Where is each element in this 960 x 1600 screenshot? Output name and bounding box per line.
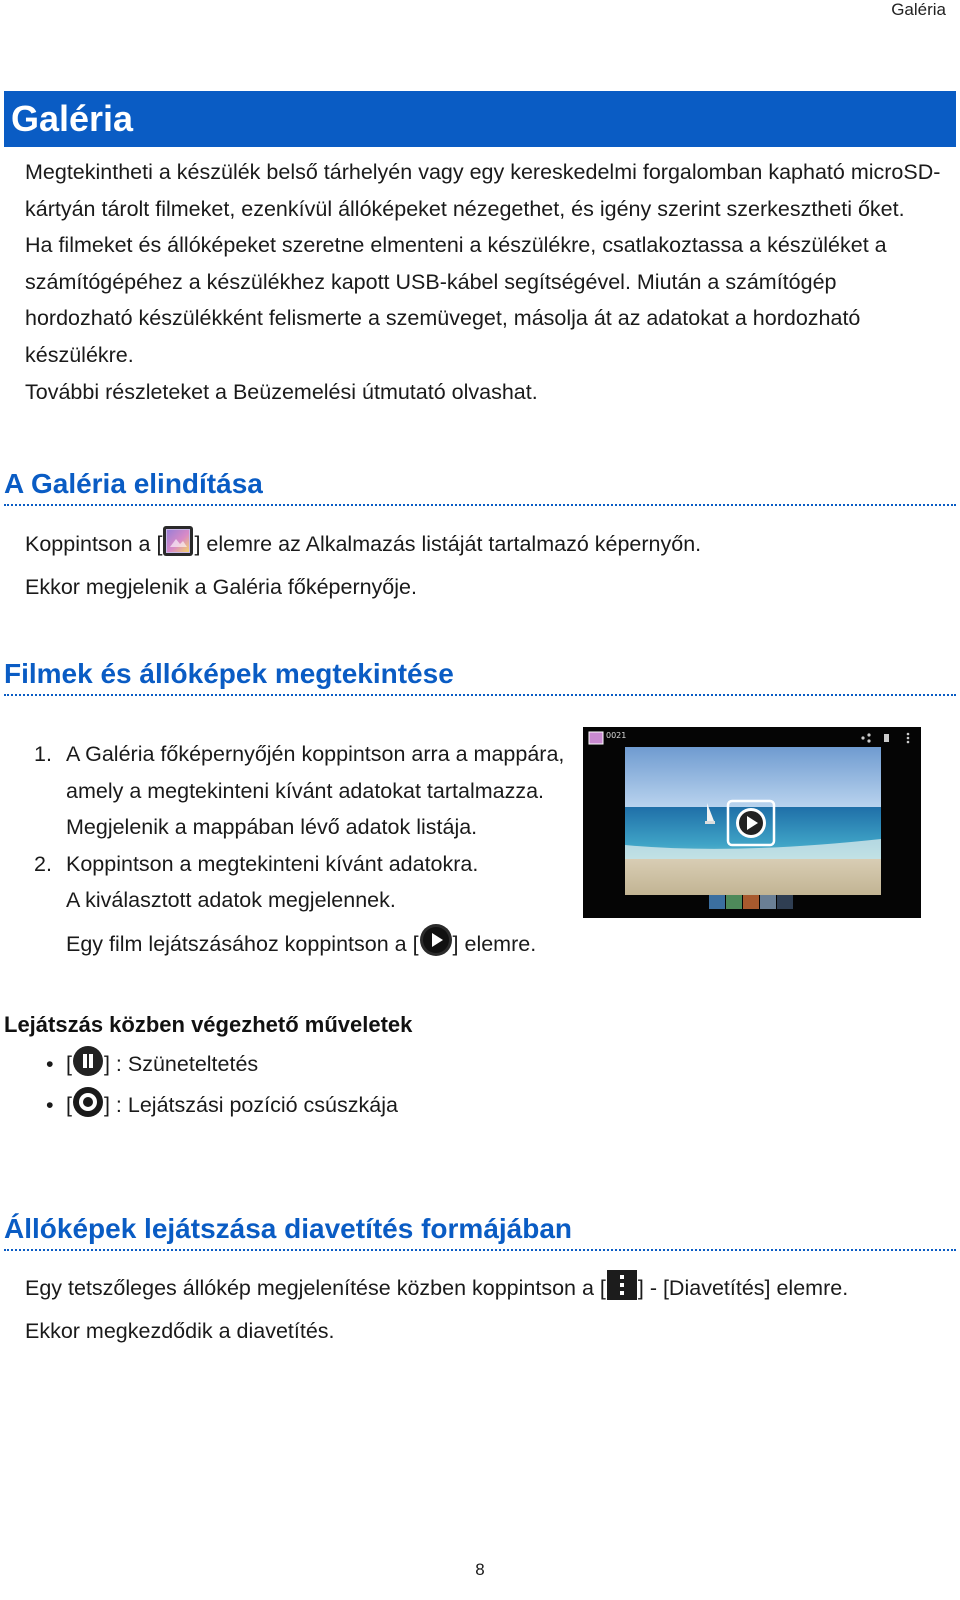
op-label: ] : Szüneteltetés	[103, 1052, 259, 1076]
step-text: Koppintson a megtekinteni kívánt adatokra.	[66, 851, 479, 876]
launch-line-1	[25, 525, 945, 569]
slideshow-text	[25, 1269, 945, 1349]
section-heading-launch: A Galéria elindítása	[4, 468, 956, 506]
intro-line-2: Ha filmeket és állóképeket szeretne elmenteni a készülékre, csatlakoztassa a készüléket a számítógépéhez a készülékhez kapott USB-kábel segítségével. Miután a számítógép hordozható készülékként felismerte a szemüveget, másolja át az adatokat a hordozható készülékre.	[25, 233, 887, 367]
list-item	[34, 736, 594, 846]
step-play-line	[66, 923, 594, 969]
screenshot-counter: 0021	[606, 731, 627, 740]
step-text: A Galéria főképernyőjén koppintson arra a mappára, amely a megtekinteni kívánt adatokat tartalmazza.	[66, 742, 565, 803]
step-note: A kiválasztott adatok megjelennek.	[66, 888, 396, 913]
slider-knob-icon	[72, 1086, 104, 1132]
bullet: •	[46, 1052, 54, 1076]
launch-text	[25, 525, 945, 605]
op-open-bracket: [	[66, 1052, 72, 1076]
running-header: Galéria	[891, 0, 946, 19]
slideshow-text-before: Egy tetszőleges állókép megjelenítése közben koppintson a [	[25, 1276, 606, 1300]
operations-heading: Lejátszás közben végezhető műveletek	[4, 1012, 413, 1037]
launch-text-after: ] elemre az Alkalmazás listáját tartalmazó képernyőn.	[194, 532, 702, 556]
play-icon	[419, 923, 453, 969]
intro-line-1: Megtekintheti a készülék belső tárhelyén vagy egy kereskedelmi forgalomban kapható microSD-kártyán tárolt filmeket, ezenkívül állóképeket nézegethet, és igény szerint szerkesztheti őket.	[25, 160, 941, 221]
step-note: Megjelenik a mappában lévő adatok listája.	[66, 815, 478, 840]
step-number: 2.	[34, 851, 52, 876]
section-heading-slideshow: Állóképek lejátszása diavetítés formájában	[4, 1213, 956, 1251]
title-bar	[4, 91, 956, 147]
intro-text	[25, 154, 945, 410]
list-item	[46, 1044, 398, 1085]
play-text-before: Egy film lejátszásához koppintson a [	[66, 931, 419, 956]
intro-line-3: További részleteket a Beüzemelési útmutató olvashat.	[25, 379, 538, 404]
slideshow-line-2: Ekkor megkezdődik a diavetítés.	[25, 1318, 335, 1343]
list-item	[34, 846, 594, 969]
list-item	[46, 1085, 398, 1126]
menu-icon	[606, 1269, 638, 1313]
gallery-app-icon	[162, 525, 194, 569]
steps-list	[34, 736, 594, 969]
launch-line-2: Ekkor megjelenik a Galéria főképernyője.	[25, 574, 417, 599]
op-label: ] : Lejátszási pozíció csúszkája	[103, 1093, 398, 1117]
gallery-screenshot	[583, 727, 921, 918]
page-number: 8	[475, 1560, 485, 1579]
launch-text-before: Koppintson a [	[25, 532, 163, 556]
page-title: Galéria	[11, 98, 134, 139]
step-number: 1.	[34, 742, 52, 766]
bullet: •	[46, 1093, 54, 1117]
operations-list	[46, 1044, 398, 1126]
slideshow-text-after: ] - [Diavetítés] elemre.	[637, 1276, 849, 1300]
slideshow-line-1	[25, 1269, 945, 1313]
section-heading-viewing: Filmek és állóképek megtekintése	[4, 658, 956, 696]
play-text-after: ] elemre.	[452, 931, 537, 956]
op-open-bracket: [	[66, 1093, 72, 1117]
